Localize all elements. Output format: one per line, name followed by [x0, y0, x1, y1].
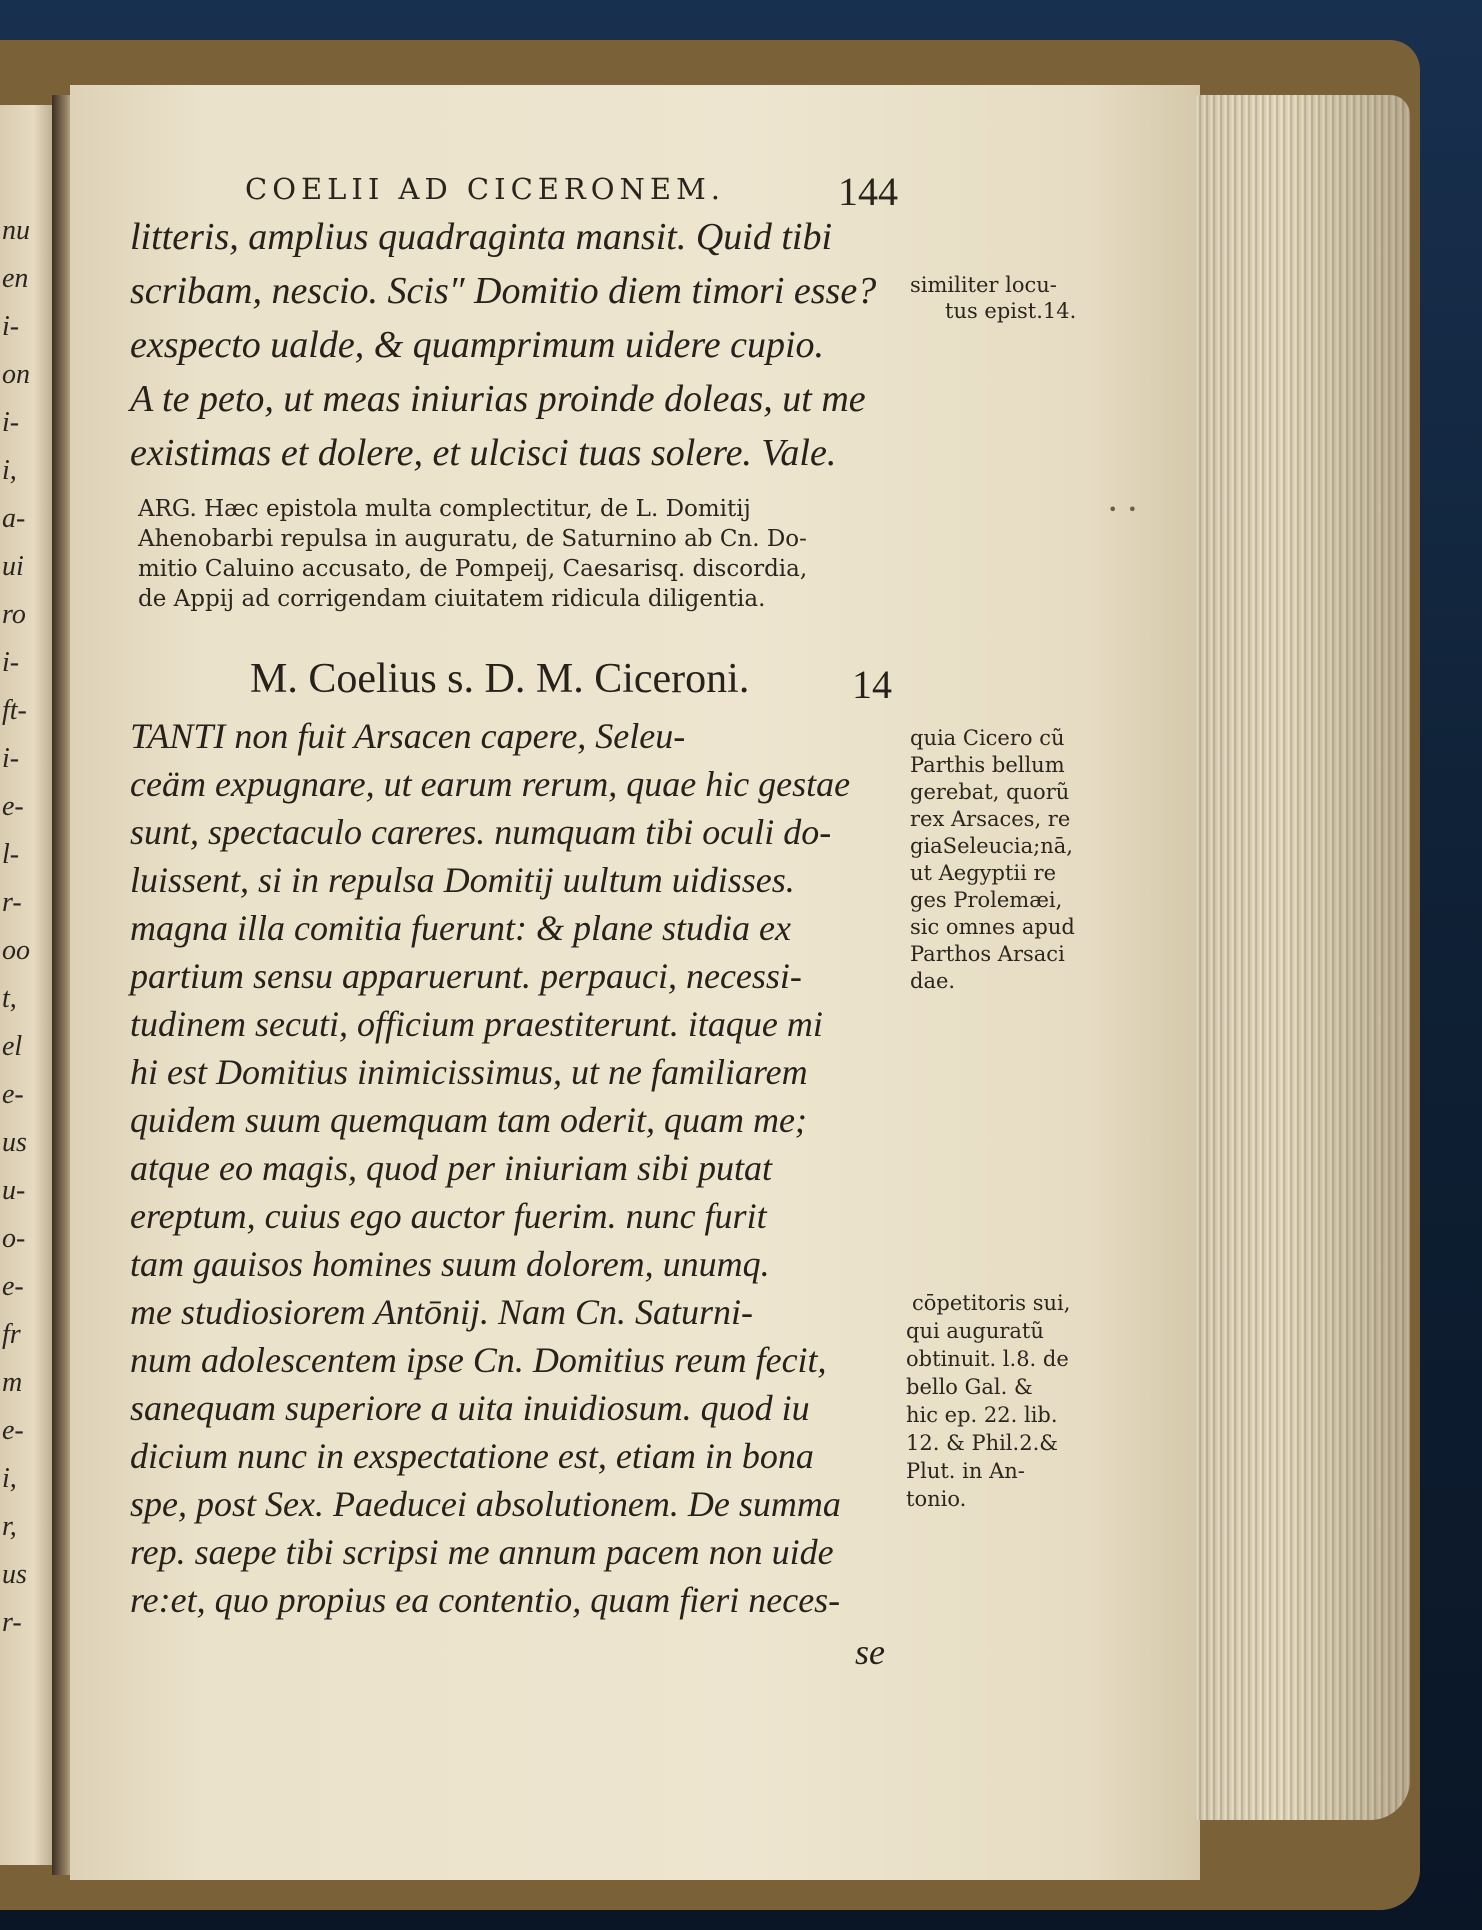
left-page-fragment: m — [2, 1367, 23, 1398]
page-number: 144 — [838, 169, 898, 214]
text-line: ceäm expugnare, ut earum rerum, quae hic gestae — [130, 764, 851, 804]
text-line: existimas et dolere, et ulcisci tuas solere. Vale. — [130, 432, 837, 474]
left-page-fragment: e- — [2, 1079, 24, 1110]
margin-note-line: ges Prolemæi, — [910, 888, 1063, 912]
text-line: tam gauisos homines suum dolorem, unumq. — [130, 1244, 770, 1284]
margin-note-line: tus epist.14. — [945, 299, 1077, 323]
left-page-fragment: i- — [2, 647, 20, 678]
argument-line: Ahenobarbi repulsa in auguratu, de Saturnino ab Cn. Do- — [138, 526, 807, 552]
left-page-fragment: i, — [2, 1463, 17, 1494]
left-page-fragment: e- — [2, 1271, 24, 1302]
margin-note-line: 12. & Phil.2.& — [906, 1431, 1058, 1455]
left-page-fragment: ro — [2, 599, 26, 630]
text-line: quidem suum quemquam tam oderit, quam me; — [130, 1100, 807, 1140]
margin-note-line: giaSeleucia;nā, — [910, 834, 1073, 858]
ornament-mark: • • — [1108, 500, 1138, 519]
running-head: COELII AD CICERONEM. — [245, 172, 726, 206]
text-line: tudinem secuti, officium praestiterunt. itaque mi — [130, 1004, 823, 1044]
text-line: ereptum, cuius ego auctor fuerim. nunc furit — [130, 1196, 767, 1236]
argument-line: de Appij ad corrigendam ciuitatem ridicula diligentia. — [138, 586, 766, 612]
left-page-fragment: fr — [2, 1319, 21, 1350]
text-line: scribam, nescio. Scis″ Domitio diem timori esse? — [130, 270, 877, 312]
left-page-fragment: o- — [2, 1223, 26, 1254]
margin-note-line: gerebat, quorũ — [910, 780, 1070, 804]
left-page-fragment: r- — [2, 887, 22, 918]
letter-heading: M. Coelius s. D. M. Ciceroni. — [250, 656, 750, 702]
letter-number: 14 — [852, 662, 892, 707]
left-page-fragment: r, — [2, 1511, 17, 1542]
left-facing-page — [0, 105, 56, 1865]
catchword: se — [855, 1632, 885, 1672]
left-page-fragment: e- — [2, 1415, 24, 1446]
left-page-fragment: i- — [2, 743, 20, 774]
left-page-fragment: u- — [2, 1175, 26, 1206]
text-line: dicium nunc in exspectatione est, etiam in bona — [130, 1436, 814, 1476]
left-page-fragment: r- — [2, 1607, 22, 1638]
left-page-fragment: us — [2, 1559, 27, 1590]
text-line: num adolescentem ipse Cn. Domitius reum fecit, — [130, 1340, 827, 1380]
argument-line: mitio Caluino accusato, de Pompeij, Caesarisq. discordia, — [138, 556, 808, 582]
text-line: magna illa comitia fuerunt: & plane studia ex — [130, 908, 791, 948]
margin-note-line: rex Arsaces, re — [910, 807, 1071, 831]
margin-note-line: sic omnes apud — [910, 915, 1075, 939]
left-page-fragment: en — [2, 263, 29, 294]
left-page-fragment: e- — [2, 791, 24, 822]
margin-note-line: similiter locu- — [910, 273, 1057, 297]
text-line: sanequam superiore a uita inuidiosum. quod iu — [130, 1388, 810, 1428]
margin-note-line: tonio. — [906, 1487, 967, 1511]
margin-note-line: Parthis bellum — [910, 753, 1065, 777]
margin-note-line: cōpetitoris sui, — [912, 1291, 1071, 1315]
text-line: exspecto ualde, & quamprimum uidere cupio. — [130, 324, 825, 366]
margin-note-line: dae. — [910, 969, 956, 993]
text-line: rep. saepe tibi scripsi me annum pacem non uide — [130, 1532, 834, 1572]
left-page-fragment: ft- — [2, 695, 27, 726]
text-line: sunt, spectaculo careres. numquam tibi oculi do- — [130, 812, 832, 852]
left-page-fragment: us — [2, 1127, 27, 1158]
left-page-fragment: nu — [2, 215, 30, 246]
argument-line: ARG. Hæc epistola multa complectitur, de L. Domitij — [138, 496, 751, 522]
text-line: luissent, si in repulsa Domitij uultum uidisses. — [130, 860, 795, 900]
margin-note-line: ut Aegyptii re — [910, 861, 1056, 885]
text-line: me studiosiorem Antōnij. Nam Cn. Saturni- — [130, 1292, 754, 1332]
left-page-fragment: a- — [2, 503, 26, 534]
left-page-fragment: l- — [2, 839, 20, 870]
margin-note-line: Parthos Arsaci — [910, 942, 1065, 966]
text-line: A te peto, ut meas iniurias proinde doleas, ut me — [130, 378, 866, 420]
text-line: spe, post Sex. Paeducei absolutionem. De summa — [130, 1484, 841, 1524]
left-page-fragment: on — [2, 359, 30, 390]
margin-note-line: obtinuit. l.8. de — [906, 1347, 1069, 1371]
left-page-fragment: i- — [2, 407, 20, 438]
margin-note-line: bello Gal. & — [906, 1375, 1033, 1399]
left-page-fragment: i, — [2, 455, 17, 486]
text-line: TANTI non fuit Arsacen capere, Seleu- — [130, 716, 686, 756]
margin-note-line: hic ep. 22. lib. — [906, 1403, 1058, 1427]
page-edges-shade — [1195, 95, 1410, 1820]
margin-note-line: quia Cicero cũ — [910, 726, 1065, 750]
text-line: partium sensu apparuerunt. perpauci, necessi- — [130, 956, 802, 996]
left-page-fragment: t, — [2, 983, 17, 1014]
left-page-fragment: oo — [2, 935, 30, 966]
text-line: litteris, amplius quadraginta mansit. Quid tibi — [130, 216, 832, 258]
left-page-fragment: el — [2, 1031, 23, 1062]
margin-note-line: Plut. in An- — [906, 1459, 1025, 1483]
left-page-fragment: ui — [2, 551, 24, 582]
left-page-fragment: i- — [2, 311, 20, 342]
margin-note-line: qui auguratũ — [906, 1319, 1044, 1343]
text-line: atque eo magis, quod per iniuriam sibi putat — [130, 1148, 772, 1188]
text-line: re:et, quo propius ea contentio, quam fieri neces- — [130, 1580, 841, 1620]
text-line: hi est Domitius inimicissimus, ut ne familiarem — [130, 1052, 808, 1092]
